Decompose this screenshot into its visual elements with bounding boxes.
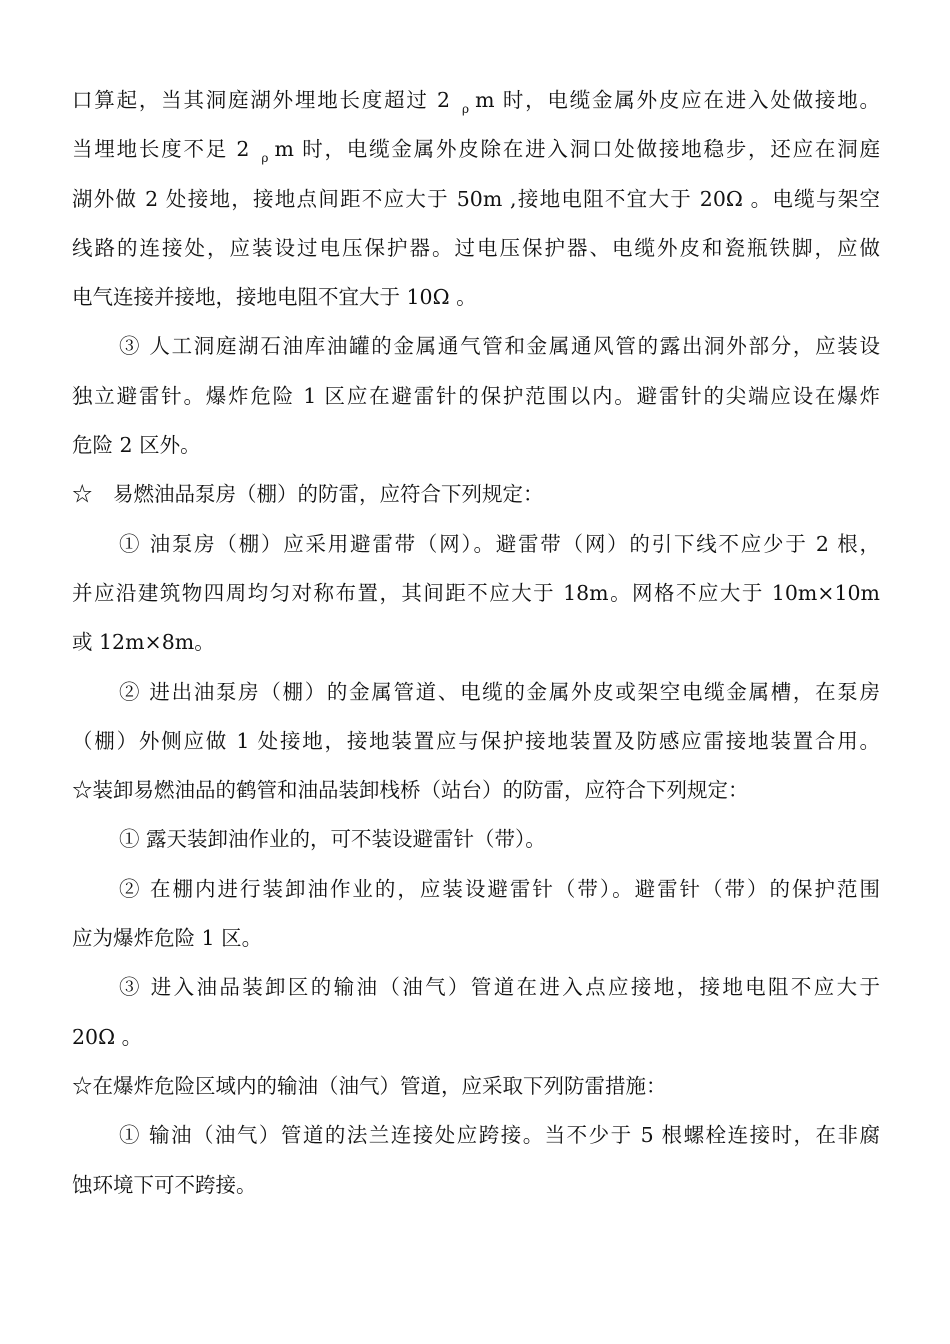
text-line: 湖外做 2 处接地，接地点间距不应大于 50m ,接地电阻不宜大于 20Ω 。电缆与架空	[72, 186, 880, 211]
star-heading: ☆ 易燃油品泵房（棚）的防雷，应符合下列规定：	[72, 482, 544, 507]
star-heading: ☆在爆炸危险区域内的输油（油气）管道，应采取下列防雷措施：	[72, 1073, 667, 1098]
numbered-item-1: ① 油泵房（棚）应采用避雷带（网）。避雷带（网）的引下线不应少于 2 根，	[119, 531, 880, 556]
numbered-item-2: ② 进出油泵房（棚）的金属管道、电缆的金属外皮或架空电缆金属槽，在泵房	[119, 679, 880, 704]
paragraph-end-line: 应为爆炸危险 1 区。	[72, 926, 263, 951]
numbered-item-3: ③ 进入油品装卸区的输油（油气）管道在进入点应接地，接地电阻不应大于	[119, 975, 880, 1000]
numbered-item-1: ① 露天装卸油作业的，可不装设避雷针（带）。	[119, 827, 546, 852]
text-line: 线路的连接处，应装设过电压保护器。过电压保护器、电缆外皮和瓷瓶铁脚，应做	[72, 235, 880, 260]
text-line: 独立避雷针。爆炸危险 1 区应在避雷针的保护范围以内。避雷针的尖端应设在爆炸	[72, 383, 880, 408]
text-segment: m 时，电缆金属外皮除在进入洞口处做接地稳步，还应在洞庭	[274, 137, 880, 162]
numbered-item-2: ② 在棚内进行装卸油作业的，应装设避雷针（带）。避雷针（带）的保护范围	[119, 876, 880, 901]
text-line: 并应沿建筑物四周均匀对称布置，其间距不应大于 18m。网格不应大于 10m×10m	[72, 580, 880, 605]
text-segment: m 时，电缆金属外皮应在进入处做接地。	[475, 88, 880, 112]
paragraph-end-line: 危险 2 区外。	[72, 433, 201, 458]
paragraph-end-line: 20Ω 。	[72, 1024, 143, 1049]
text-line	[72, 125, 880, 174]
paragraph-end-line: 蚀环境下可不跨接。	[72, 1172, 257, 1197]
text-line: （棚）外侧应做 1 处接地，接地装置应与保护接地装置及防感应雷接地装置合用。	[72, 728, 880, 753]
star-heading: ☆装卸易燃油品的鹤管和油品装卸栈桥（站台）的防雷，应符合下列规定：	[72, 778, 749, 803]
numbered-item-3: ③ 人工洞庭湖石油库油罐的金属通气管和金属通风管的露出洞外部分，应装设	[119, 334, 880, 359]
paragraph-end-line: 或 12m×8m。	[72, 630, 215, 655]
text-segment: 当埋地长度不足 2	[72, 137, 250, 162]
numbered-item-1: ① 输油（油气）管道的法兰连接处应跨接。当不少于 5 根螺栓连接时，在非腐	[119, 1123, 880, 1148]
paragraph-end-line: 电气连接并接地，接地电阻不宜大于 10Ω 。	[72, 285, 477, 310]
subscript-symbol: ρ	[261, 151, 269, 166]
document-page	[72, 76, 880, 1210]
text-segment: 口算起，当其洞庭湖外埋地长度超过 2	[72, 88, 451, 112]
subscript-symbol: ρ	[462, 102, 470, 116]
text-line	[72, 76, 880, 125]
